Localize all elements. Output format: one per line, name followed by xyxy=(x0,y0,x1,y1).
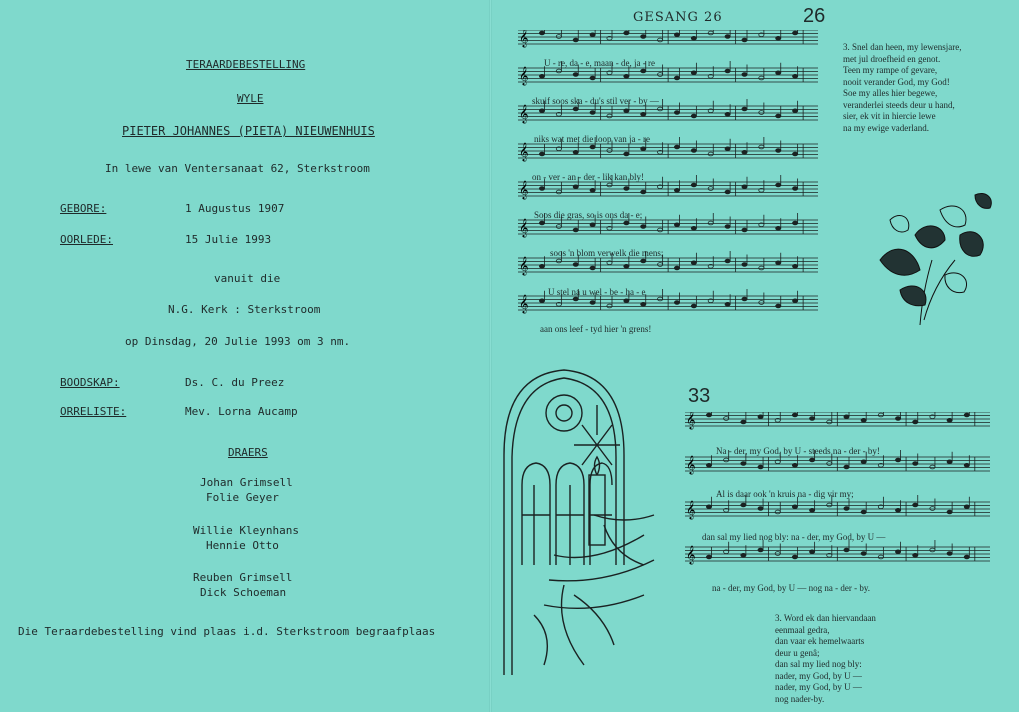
note-head xyxy=(539,264,544,268)
message-value: Ds. C. du Preez xyxy=(185,376,285,389)
note-head xyxy=(624,264,629,268)
note-head xyxy=(539,221,544,225)
note-head xyxy=(725,225,730,229)
note-head xyxy=(573,150,578,154)
bearers-heading: DRAERS xyxy=(228,446,268,459)
treble-clef: 𝄞 xyxy=(519,256,529,275)
note-head xyxy=(861,460,866,464)
heading: TERAARDEBESTELLING xyxy=(186,58,306,71)
note-head xyxy=(691,183,696,187)
note-head xyxy=(691,71,696,75)
note-head xyxy=(964,505,969,509)
note-head xyxy=(658,263,663,267)
deceased-name: PIETER JOHANNES (PIETA) NIEUWENHUIS xyxy=(122,124,375,138)
note-head xyxy=(556,259,561,263)
violet-flowers-illustration xyxy=(860,180,1005,330)
lyric-line: U stel na u wel - be - ha - e xyxy=(548,287,646,297)
note-head xyxy=(691,114,696,118)
note-head xyxy=(793,187,798,191)
lyric-line: Na - der, my God, by U - steeds na - der - by! xyxy=(716,446,880,456)
note-head xyxy=(539,152,544,156)
note-head xyxy=(674,266,679,270)
note-head xyxy=(964,463,969,467)
bearer: Willie Kleynhans xyxy=(193,524,299,537)
note-head xyxy=(658,297,663,301)
note-head xyxy=(539,109,544,113)
note-head xyxy=(590,33,595,37)
note-head xyxy=(573,107,578,111)
note-head xyxy=(810,458,815,462)
note-head xyxy=(793,299,798,303)
note-head xyxy=(658,228,663,232)
note-head xyxy=(930,465,935,469)
organ-value: Mev. Lorna Aucamp xyxy=(185,405,298,418)
note-head xyxy=(590,145,595,149)
note-head xyxy=(706,413,711,417)
note-head xyxy=(708,187,713,191)
lyric-line: on - ver - an - der - lik kan bly! xyxy=(532,172,644,182)
died-value: 15 Julie 1993 xyxy=(185,233,272,246)
note-head xyxy=(964,555,969,559)
note-head xyxy=(607,183,612,187)
note-head xyxy=(776,36,781,40)
note-head xyxy=(590,111,595,115)
note-head xyxy=(793,31,798,35)
note-head xyxy=(556,190,561,194)
note-head xyxy=(706,555,711,559)
note-head xyxy=(674,188,679,192)
note-head xyxy=(573,263,578,267)
note-head xyxy=(741,553,746,557)
bearer: Folie Geyer xyxy=(206,491,279,504)
note-head xyxy=(641,35,646,39)
treble-clef: 𝄞 xyxy=(519,180,529,199)
note-head xyxy=(556,35,561,39)
note-head xyxy=(674,111,679,115)
note-head xyxy=(758,507,763,511)
note-head xyxy=(895,550,900,554)
bearer: Reuben Grimsell xyxy=(193,571,293,584)
note-head xyxy=(725,35,730,39)
note-head xyxy=(827,462,832,466)
note-head xyxy=(776,183,781,187)
note-head xyxy=(624,152,629,156)
address: In lewe van Ventersanaat 62, Sterkstroom xyxy=(105,162,370,175)
note-head xyxy=(691,304,696,308)
note-head xyxy=(539,299,544,303)
note-head xyxy=(759,111,764,115)
lyric-line: na - der, my God, by U — nog na - der - by. xyxy=(712,583,871,593)
service-datetime: op Dinsdag, 20 Julie 1993 om 3 nm. xyxy=(125,335,351,348)
note-head xyxy=(844,548,849,552)
note-head xyxy=(607,304,612,308)
lyric-line: Soos die gras, so is ons da - e; xyxy=(534,210,643,220)
note-head xyxy=(758,415,763,419)
note-head xyxy=(759,301,764,305)
note-head xyxy=(913,553,918,557)
lyric-line: dan sal my lied nog bly: na - der, my God, by U — xyxy=(702,532,886,542)
lyric-line: Al is daar ook 'n kruis na - dig vir my; xyxy=(716,489,854,499)
note-head xyxy=(607,149,612,153)
note-head xyxy=(861,418,866,422)
note-head xyxy=(895,508,900,512)
note-head xyxy=(725,190,730,194)
note-head xyxy=(573,228,578,232)
note-head xyxy=(793,221,798,225)
note-head xyxy=(539,31,544,35)
treble-clef: 𝄞 xyxy=(686,545,696,564)
lyric-line: skuif soos ska - du's stil ver - by — xyxy=(532,96,659,106)
note-head xyxy=(827,503,832,507)
burial-note: Die Teraardebestelling vind plaas i.d. Sterkstroom begraafplaas xyxy=(18,625,436,638)
note-head xyxy=(827,420,832,424)
note-head xyxy=(947,510,952,514)
note-head xyxy=(742,73,747,77)
note-head xyxy=(878,555,883,559)
lyric-line: aan ons leef - tyd hier 'n grens! xyxy=(540,324,652,334)
note-head xyxy=(725,259,730,263)
note-head xyxy=(861,510,866,514)
note-head xyxy=(590,76,595,80)
note-head xyxy=(624,31,629,35)
note-head xyxy=(556,69,561,73)
note-head xyxy=(658,107,663,111)
note-head xyxy=(624,74,629,78)
note-head xyxy=(792,463,797,467)
note-head xyxy=(758,548,763,552)
note-head xyxy=(793,74,798,78)
note-head xyxy=(624,187,629,191)
treble-clef: 𝄞 xyxy=(519,104,529,123)
note-head xyxy=(741,503,746,507)
note-head xyxy=(844,415,849,419)
note-head xyxy=(691,36,696,40)
born-label: GEBORE: xyxy=(60,202,107,215)
treble-clef: 𝄞 xyxy=(519,142,529,161)
treble-clef: 𝄞 xyxy=(519,218,529,237)
note-head xyxy=(895,458,900,462)
note-head xyxy=(861,552,866,556)
treble-clef: 𝄞 xyxy=(519,30,529,47)
lyric-line: niks wat met die loop van ja - re xyxy=(534,134,650,144)
note-head xyxy=(741,462,746,466)
note-head xyxy=(725,112,730,116)
note-head xyxy=(810,508,815,512)
note-head xyxy=(674,76,679,80)
treble-clef: 𝄞 xyxy=(519,66,529,85)
note-head xyxy=(964,413,969,417)
gesang-verse-3: 3. Snel dan heen, my lewensjare, met jul droefheid en genot. Teen my rampe of gevare, nooit verander God, my God! Soe my alles hier begewe, veranderlei steeds deur u hand, sier, ek vit in hiercie lewe na my ewige vaderland. xyxy=(843,42,962,133)
note-head xyxy=(624,109,629,113)
note-head xyxy=(895,417,900,421)
note-head xyxy=(759,266,764,270)
note-head xyxy=(776,261,781,265)
note-head xyxy=(775,510,780,514)
church: N.G. Kerk : Sterkstroom xyxy=(168,303,321,316)
note-head xyxy=(878,413,883,417)
note-head xyxy=(742,150,747,154)
note-head xyxy=(691,261,696,265)
note-head xyxy=(930,548,935,552)
note-head xyxy=(947,418,952,422)
note-head xyxy=(573,73,578,77)
note-head xyxy=(792,555,797,559)
hymn-33-verse-3: 3. Word ek dan hiervandaan eenmaal gedra, dan vaar ek hemelwaarts deur u genâ; dan sal my lied nog bly: nader, my God, by U — nader, my God, by U — nog nader-by. xyxy=(775,613,876,704)
note-head xyxy=(590,188,595,192)
note-head xyxy=(590,301,595,305)
note-head xyxy=(641,112,646,116)
note-head xyxy=(930,507,935,511)
note-head xyxy=(742,228,747,232)
note-head xyxy=(947,552,952,556)
note-head xyxy=(742,263,747,267)
note-head xyxy=(793,152,798,156)
note-head xyxy=(706,463,711,467)
note-head xyxy=(658,38,663,42)
bearer: Hennie Otto xyxy=(206,539,279,552)
note-head xyxy=(674,33,679,37)
treble-clef: 𝄞 xyxy=(686,455,696,474)
lyric-line: soos 'n blom verwelk die mens; xyxy=(550,248,664,258)
note-head xyxy=(556,225,561,229)
wyle-label: WYLE xyxy=(237,92,264,105)
note-head xyxy=(674,223,679,227)
note-head xyxy=(725,69,730,73)
note-head xyxy=(725,147,730,151)
note-head xyxy=(724,417,729,421)
note-head xyxy=(742,107,747,111)
left-page xyxy=(0,0,490,712)
note-head xyxy=(725,302,730,306)
bearer: Dick Schoeman xyxy=(200,586,287,599)
note-head xyxy=(947,460,952,464)
treble-clef: 𝄞 xyxy=(686,412,696,429)
from-text: vanuit die xyxy=(214,272,281,285)
organ-label: ORRELISTE: xyxy=(60,405,127,418)
note-head xyxy=(708,152,713,156)
note-head xyxy=(793,264,798,268)
treble-clef: 𝄞 xyxy=(686,500,696,519)
note-head xyxy=(759,76,764,80)
note-head xyxy=(741,420,746,424)
note-head xyxy=(708,221,713,225)
note-head xyxy=(573,185,578,189)
note-head xyxy=(776,226,781,230)
note-head xyxy=(674,145,679,149)
note-head xyxy=(792,413,797,417)
note-head xyxy=(810,550,815,554)
note-head xyxy=(775,552,780,556)
note-head xyxy=(641,225,646,229)
note-head xyxy=(776,71,781,75)
note-head xyxy=(776,304,781,308)
note-head xyxy=(913,462,918,466)
note-head xyxy=(691,149,696,153)
note-head xyxy=(913,420,918,424)
note-head xyxy=(607,114,612,118)
note-head xyxy=(793,109,798,113)
note-head xyxy=(641,69,646,73)
note-head xyxy=(724,458,729,462)
note-head xyxy=(708,31,713,35)
note-head xyxy=(641,302,646,306)
gesang-number: 26 xyxy=(803,5,826,27)
note-head xyxy=(624,299,629,303)
note-head xyxy=(758,465,763,469)
lyric-line: U - re, da - e, maan - de, ja - re xyxy=(544,58,655,68)
note-head xyxy=(810,417,815,421)
note-head xyxy=(844,507,849,511)
note-head xyxy=(641,259,646,263)
note-head xyxy=(590,223,595,227)
note-head xyxy=(674,301,679,305)
note-head xyxy=(776,114,781,118)
note-head xyxy=(573,38,578,42)
hymn-33-number: 33 xyxy=(688,385,711,407)
note-head xyxy=(776,149,781,153)
right-page xyxy=(490,0,1019,712)
note-head xyxy=(641,190,646,194)
note-head xyxy=(624,221,629,225)
note-head xyxy=(691,226,696,230)
note-head xyxy=(706,505,711,509)
message-label: BOODSKAP: xyxy=(60,376,120,389)
note-head xyxy=(641,147,646,151)
note-head xyxy=(844,465,849,469)
bearer: Johan Grimsell xyxy=(200,476,293,489)
note-head xyxy=(590,266,595,270)
gesang-title: GESANG 26 xyxy=(633,10,723,25)
note-head xyxy=(742,185,747,189)
note-head xyxy=(742,38,747,42)
born-value: 1 Augustus 1907 xyxy=(185,202,285,215)
note-head xyxy=(539,187,544,191)
note-head xyxy=(573,297,578,301)
note-head xyxy=(792,505,797,509)
church-window-illustration xyxy=(494,365,664,685)
treble-clef: 𝄞 xyxy=(519,294,529,313)
died-label: OORLEDE: xyxy=(60,233,113,246)
note-head xyxy=(539,74,544,78)
note-head xyxy=(658,73,663,77)
note-head xyxy=(913,503,918,507)
note-head xyxy=(742,297,747,301)
note-head xyxy=(759,145,764,149)
